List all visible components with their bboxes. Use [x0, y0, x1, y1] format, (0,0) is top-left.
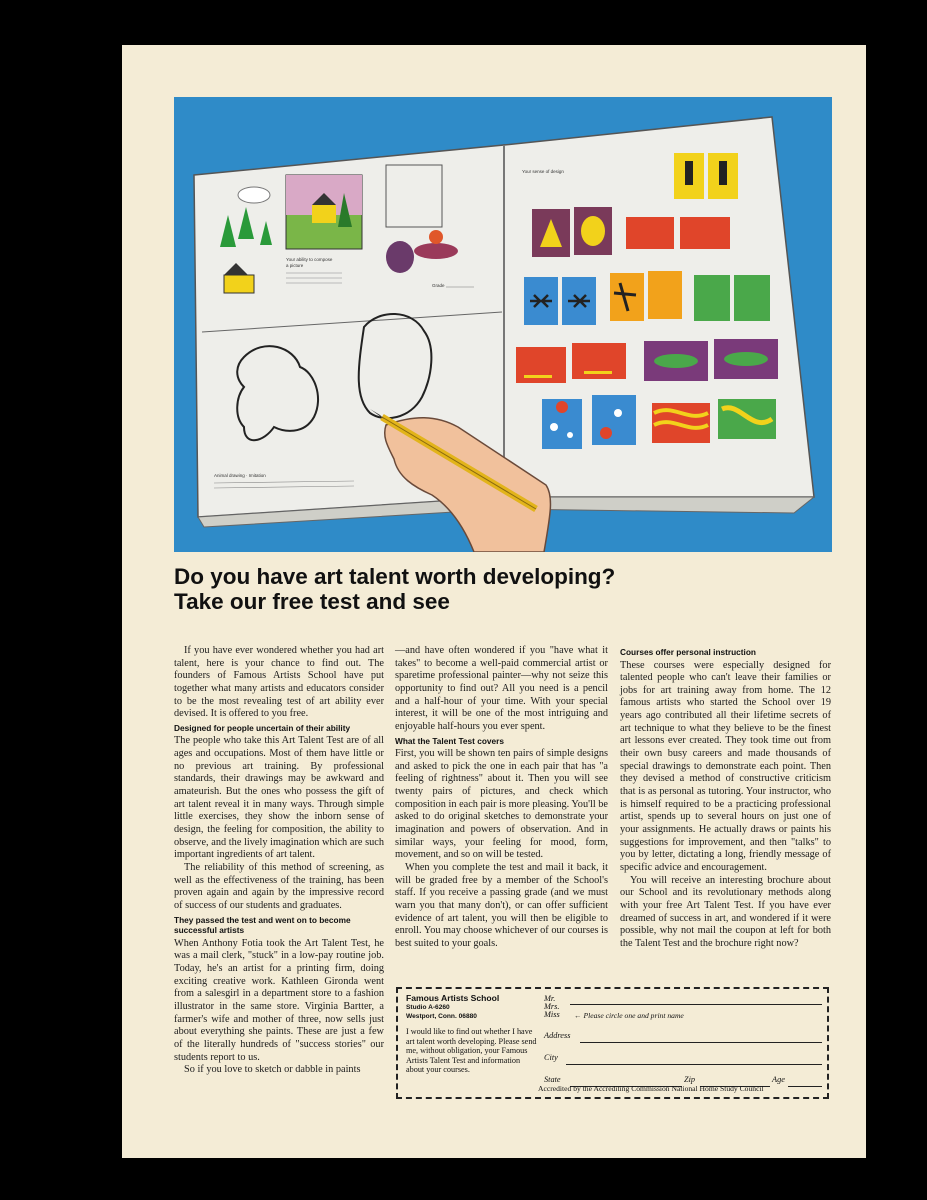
paragraph: When you complete the test and mail it back, it will be graded free by a member of the School's staff. If you receive a passing grade (and we must warn you that many don't), or can offer sufficient evidence of art talent, you will then be eligible to enroll. You may choose whichever of our courses is best suited to your goals.	[395, 862, 608, 949]
circle-note: ← Please circle one and print name	[574, 1011, 684, 1020]
headline	[174, 564, 834, 614]
coupon-form	[544, 995, 824, 1091]
coupon-city: Westport, Conn. 06880	[406, 1013, 477, 1020]
mail-coupon[interactable]	[396, 987, 829, 1099]
name-line[interactable]	[570, 1004, 822, 1005]
article-column-2	[395, 645, 608, 951]
art-test-illustration	[174, 97, 832, 552]
subheading: What the Talent Test covers	[395, 735, 504, 746]
paragraph: —and have often wondered if you "have what it takes" to become a well-paid commercial artist or sparetime professional painter—why not seize this opportunity to find out? All you need is a pencil and a half-hour of your time. With your special interest, it will be one of the most intriguing and enjoyable half-hours you ever spent.	[395, 645, 608, 732]
paragraph: The people who take this Art Talent Test are of all ages and occupations. Most of them have little or no previous art training. By professional standards, their drawings may be awkward and amateurish. But the ones who possess the gift of art talent reveal it in many ways. Through simple little exercises, they show the inborn sense of design, the feeling for composition, the ability to observe, and the lively imagination which are such important ingredients of art talent.	[174, 735, 384, 861]
paragraph: You will receive an interesting brochure about our School and its revolutionary methods along with your free Art Talent Test. If you have ever dreamed of success in art, and wondered if it were possible, why not mail the coupon at left for both the Talent Test and the brochure right now?	[620, 874, 831, 949]
svg-text:Grade: Grade	[432, 283, 445, 288]
coupon-studio: Studio A-6260	[406, 1004, 450, 1011]
state-label: State	[544, 1075, 561, 1084]
title-mr[interactable]: Mr.	[544, 994, 556, 1003]
city-label: City	[544, 1053, 558, 1062]
title-mrs[interactable]: Mrs.	[544, 1002, 560, 1011]
headline-line2: Take our free test and see	[174, 589, 450, 614]
paragraph: First, you will be shown ten pairs of simple designs and asked to pick the one in each pair that has "a feeling of rightness" about it. Then you will see twenty pairs of pictures, and check which composition in each pair is more pleasing. You'll be asked to do original sketches to demonstrate your imagination and powers of observation. And in similar ways, your feeling for mood, form, movement, and so on will be tested.	[395, 748, 608, 861]
svg-text:Your sense of design: Your sense of design	[522, 169, 564, 174]
paragraph: These courses were especially designed for talented people who can't leave their families or jobs for art training away from home. The 12 famous artists who started the School over 19 years ago contributed all their lifetime secrets of art technique to what they believe to be the finest art lessons ever created. They took time out from their own busy careers and made thousands of special drawings to demonstrate each point. Then they devised a method of constructive criticism that is as personal as tutoring. Your instructor, who is himself required to be a practicing professional artist, spends up to several hours on just one of your assignments. He actually draws or paints his suggestions for improvement, and then "talks" to you by letter, dictating a long, friendly message of specific advice and encouragement.	[620, 659, 831, 873]
article-column-3	[620, 645, 831, 951]
address-field[interactable]	[544, 1025, 824, 1047]
title-choices[interactable]	[544, 995, 560, 1019]
city-line[interactable]	[566, 1064, 822, 1065]
subheading: They passed the test and went on to become successful artists	[174, 914, 351, 936]
accreditation-note: Accredited by the Accrediting Commission National Home Study Council	[538, 1084, 764, 1093]
svg-text:a picture: a picture	[286, 263, 304, 268]
address-line[interactable]	[580, 1042, 822, 1043]
city-field[interactable]	[544, 1047, 824, 1069]
zip-label: Zip	[684, 1075, 696, 1084]
paragraph: So if you love to sketch or dabble in paints	[184, 1064, 361, 1076]
paragraph: When Anthony Fotia took the Art Talent Test, he was a mail clerk, "stuck" in a low-pay routine job. Today, he's an artist for a printing firm, doing exciting creative work. Kathleen Gironda went from a salesgirl in a department store to a fashion illustrator in the same store. Virginia Bartter, a farmer's wife and mother of three, now sells just about everything she paints. These are just a few of the literally hundreds of "success stories" our students report to us.	[174, 937, 384, 1063]
headline-line1: Do you have art talent worth developing?	[174, 564, 616, 589]
coupon-address-block	[406, 993, 538, 1075]
subheading: Designed for people uncertain of their ability	[174, 722, 351, 733]
subheading: Courses offer personal instruction	[620, 647, 756, 657]
coupon-request-text: I would like to find out whether I have art talent worth developing. Please send me, without obligation, your Famous Artists Talent Test and information about your courses.	[406, 1027, 537, 1075]
age-label: Age	[772, 1075, 785, 1084]
booklet-drawing	[174, 97, 832, 552]
address-label: Address	[544, 1031, 571, 1040]
article-column-1	[174, 645, 384, 1077]
title-miss[interactable]: Miss	[544, 1010, 560, 1019]
paragraph: If you have ever wondered whether you had art talent, here is your chance to find out. The founders of Famous Artists School have put together what many artists and educators consider to be the most revealing test of art ability ever devised. It is offered to you free.	[174, 645, 384, 720]
svg-text:Animal drawing · Imitation: Animal drawing · Imitation	[214, 473, 266, 478]
svg-text:Your ability to compose: Your ability to compose	[286, 257, 333, 262]
coupon-school-name: Famous Artists School	[406, 993, 500, 1003]
name-field[interactable]	[544, 995, 824, 1025]
magazine-page	[122, 45, 866, 1158]
paragraph: The reliability of this method of screening, as well as the effectiveness of the training, has been proven again and again by the impressive record of success of our students and graduates.	[174, 862, 384, 911]
